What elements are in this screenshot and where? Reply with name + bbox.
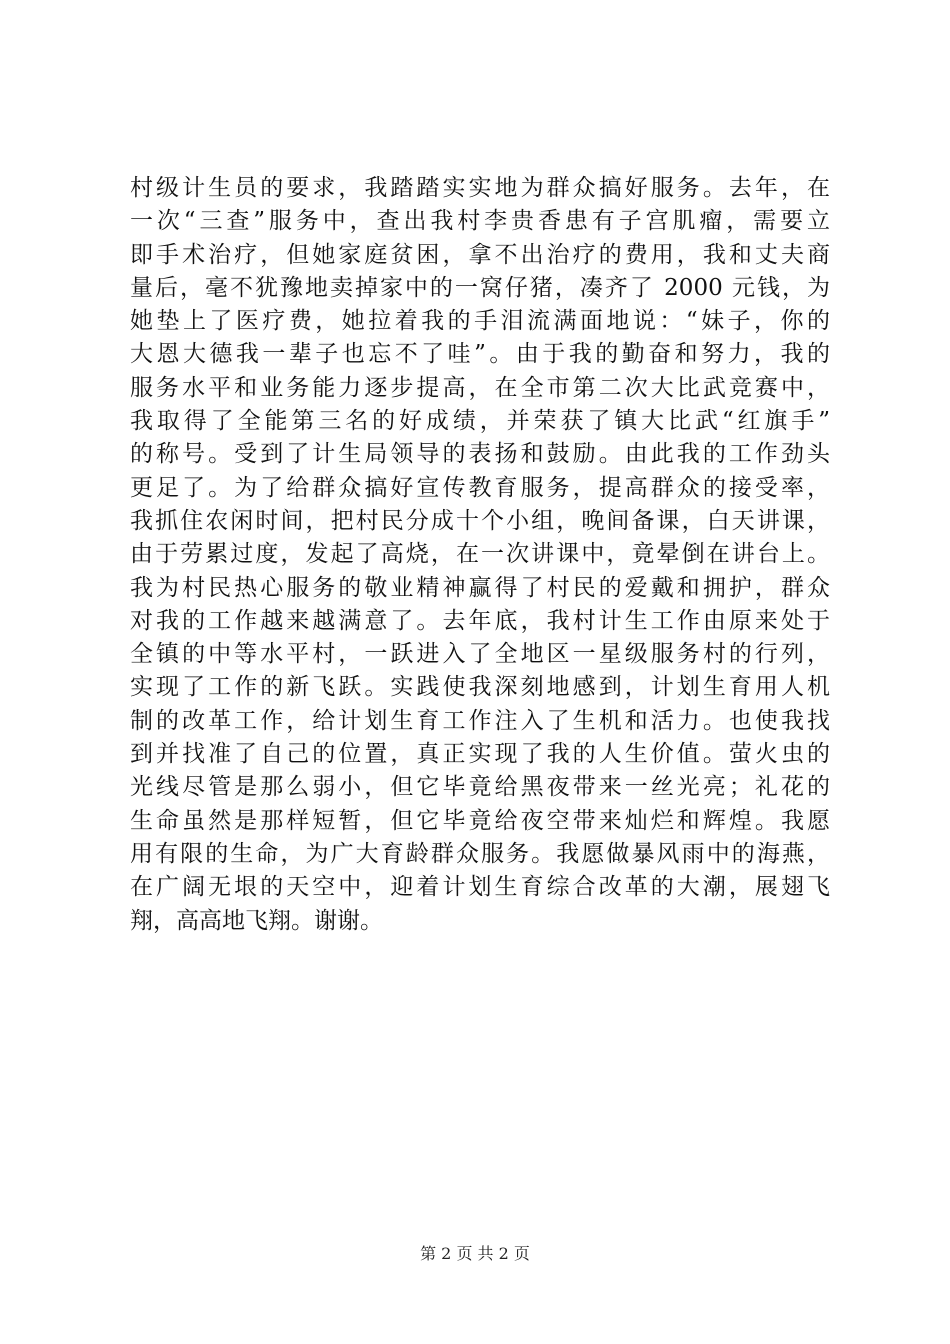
text-line: 我为村民热心服务的敬业精神赢得了村民的爱戴和拥护，群众 [130,574,830,601]
text-line: 在广阔无垠的天空中，迎着计划生育综合改革的大潮，展翅飞 [130,874,830,901]
text-line: 更足了。为了给群众搞好宣传教育服务，提高群众的接受率， [130,474,830,501]
text-line: 即手术治疗，但她家庭贫困，拿不出治疗的费用，我和丈夫商 [130,241,830,268]
page-footer: 第 2 页 共 2 页 [420,1244,530,1263]
text-line: 实现了工作的新飞跃。实践使我深刻地感到，计划生育用人机 [130,674,830,701]
text-line: 一次“三查”服务中，查出我村李贵香患有子宫肌瘤，需要立 [130,208,830,235]
text-line: 量后，毫不犹豫地卖掉家中的一窝仔猪，凑齐了 2000 元钱，为 [130,274,830,301]
text-line: 她垫上了医疗费，她拉着我的手泪流满面地说：“妹子，你的 [130,308,830,335]
text-line: 由于劳累过度，发起了高烧，在一次讲课中，竟晕倒在讲台上。 [130,541,830,568]
text-line: 光线尽管是那么弱小，但它毕竟给黑夜带来一丝光亮；礼花的 [130,774,830,801]
text-line: 制的改革工作，给计划生育工作注入了生机和活力。也使我找 [130,707,830,734]
text-line: 我取得了全能第三名的好成绩，并荣获了镇大比武“红旗手” [130,408,830,435]
text-line: 用有限的生命，为广大育龄群众服务。我愿做暴风雨中的海燕， [130,840,830,867]
text-line: 大恩大德我一辈子也忘不了哇”。由于我的勤奋和努力，我的 [130,341,830,368]
text-line: 村级计生员的要求，我踏踏实实地为群众搞好服务。去年，在 [130,175,830,201]
text-line: 服务水平和业务能力逐步提高，在全市第二次大比武竞赛中， [130,374,830,401]
text-line: 生命虽然是那样短暂，但它毕竟给夜空带来灿烂和辉煌。我愿 [130,807,830,834]
body-text [130,172,830,938]
text-line-last: 翔，高高地飞翔。谢谢。 [130,907,383,934]
text-line: 的称号。受到了计生局领导的表扬和鼓励。由此我的工作劲头 [130,441,830,468]
text-line: 全镇的中等水平村，一跃进入了全地区一星级服务村的行列， [130,641,830,668]
text-line: 到并找准了自己的位置，真正实现了我的人生价值。萤火虫的 [130,741,830,768]
text-line: 我抓住农闲时间，把村民分成十个小组，晚间备课，白天讲课， [130,507,830,534]
text-line: 对我的工作越来越满意了。去年底，我村计生工作由原来处于 [130,607,830,634]
